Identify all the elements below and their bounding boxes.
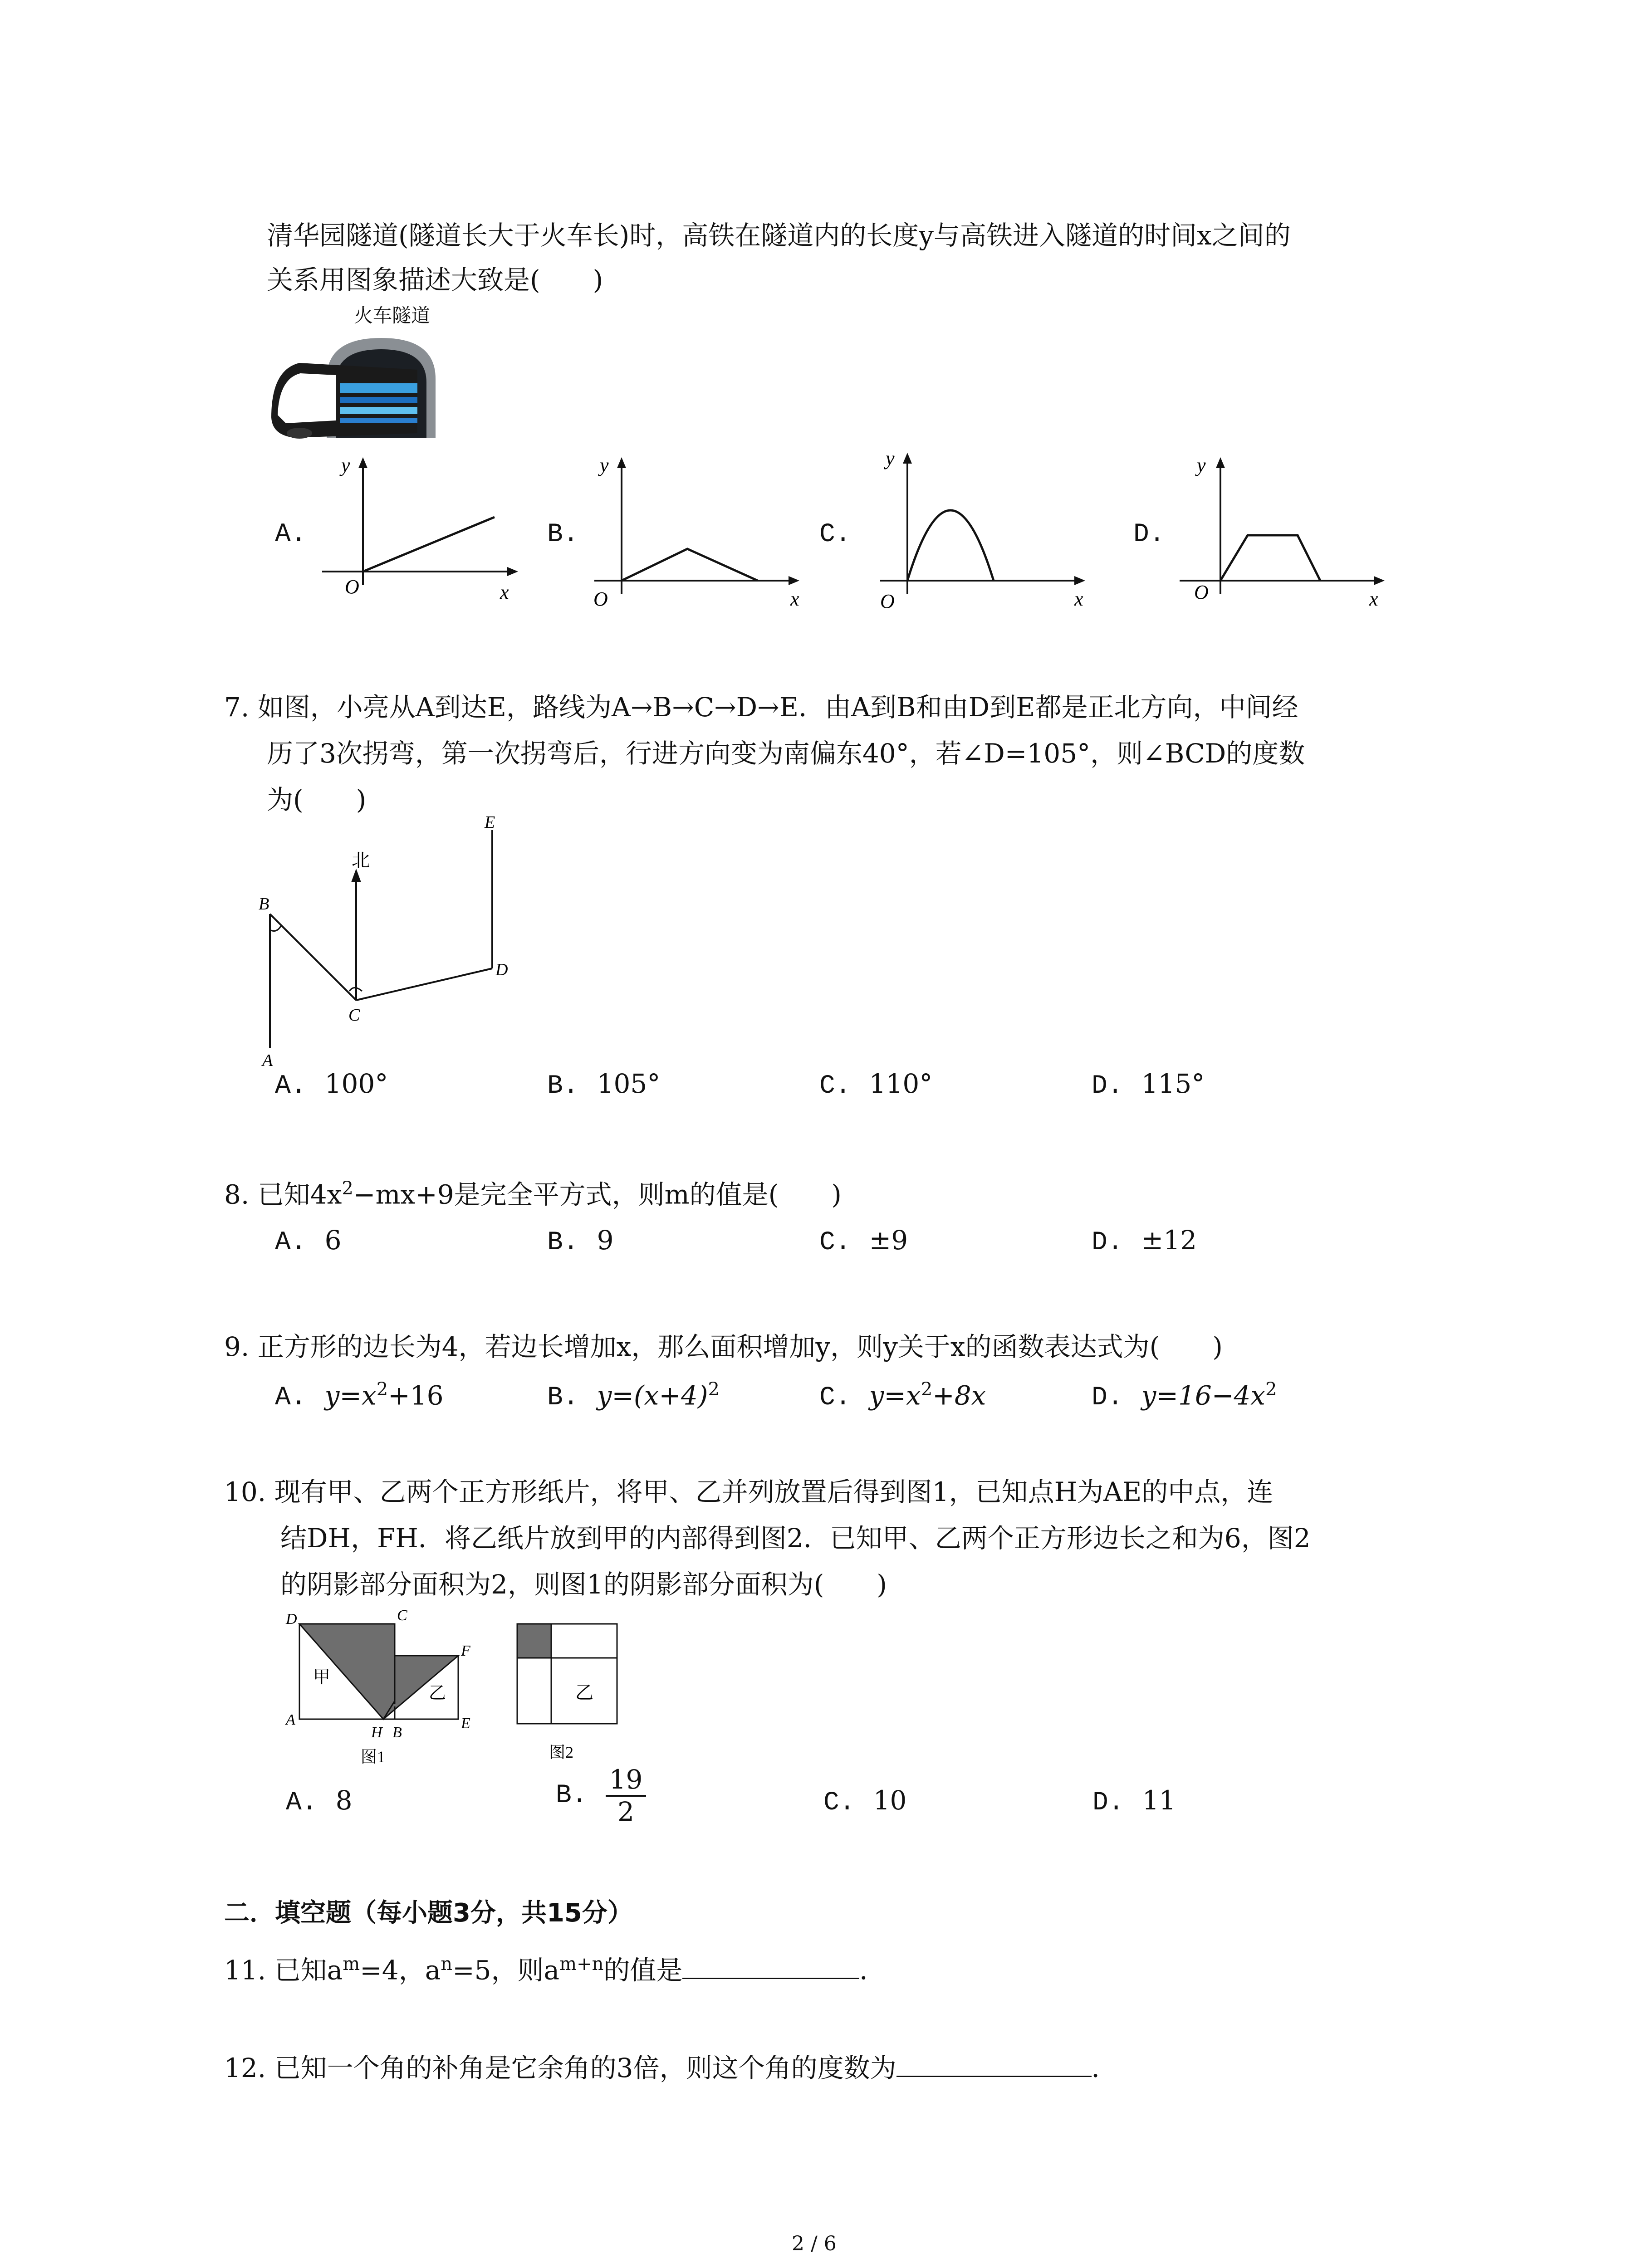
fig1-d-label: D	[286, 1611, 297, 1628]
train-tunnel-illustration	[268, 302, 458, 451]
q10-stem-line3: 的阴影部分面积为2，则图1的阴影部分面积为( )	[280, 1569, 887, 1600]
q6-graph-b	[585, 449, 812, 612]
q8-option-d: D. ±12	[1092, 1225, 1197, 1257]
q6d-y-label: y	[1197, 454, 1206, 476]
q9-stem: 9. 正方形的边长为4，若边长增加x，那么面积增加y，则y关于x的函数表达式为( )	[224, 1331, 1223, 1362]
q6-option-b-label: B.	[547, 520, 579, 549]
q10-figure-1	[281, 1606, 499, 1769]
q11-answer-blank[interactable]	[682, 1978, 859, 1979]
q6a-x-label: x	[500, 581, 509, 603]
point-c-label: C	[348, 1006, 360, 1025]
q6b-x-label: x	[790, 588, 799, 610]
q6b-y-label: y	[600, 454, 609, 476]
fig1-h-label: H	[371, 1724, 382, 1741]
q7-option-c: C. 110°	[819, 1068, 933, 1101]
q9-option-c: C. $y=x^2+8x$	[819, 1379, 986, 1413]
q6-stem-line2: 关系用图象描述大致是( )	[267, 264, 603, 295]
q7-option-d: D. 115°	[1092, 1068, 1205, 1101]
q6a-y-label: y	[341, 454, 350, 476]
q6-graph-d	[1161, 449, 1397, 612]
q9-option-d: D. $y=16-4x^2$	[1092, 1379, 1277, 1413]
fig1-jia-label: 甲	[313, 1668, 331, 1687]
fig1-caption: 图1	[361, 1748, 386, 1766]
q8-option-c: C. ±9	[819, 1225, 908, 1257]
north-label: 北	[352, 850, 370, 870]
q6c-origin-label: O	[880, 590, 895, 612]
fig1-b-label: B	[392, 1724, 402, 1741]
q6a-origin-label: O	[345, 576, 359, 598]
q10-option-b: B. $\frac{19}{2}$	[556, 1765, 646, 1827]
q7-route-figure	[254, 812, 517, 1066]
fig1-e-label: E	[461, 1715, 470, 1732]
q9-option-a: A. $y=x^2+16$	[275, 1379, 444, 1413]
q10-option-c: C. 10	[823, 1785, 907, 1818]
q6d-x-label: x	[1369, 588, 1378, 610]
point-a-label: A	[262, 1051, 273, 1066]
q6-option-c-label: C.	[819, 520, 851, 549]
q7-stem-line1: 7. 如图，小亮从A到达E，路线为A→B→C→D→E．由A到B和由D到E都是正北方向，中间经	[224, 692, 1298, 723]
q6-graph-c	[871, 445, 1098, 612]
q6b-origin-label: O	[593, 588, 608, 610]
q10-option-d: D. 11	[1092, 1785, 1176, 1818]
q7-stem-line3: 为( )	[267, 784, 367, 815]
q7-option-b: B. 105°	[547, 1068, 661, 1101]
q8-option-a: A. 6	[275, 1225, 342, 1257]
q10-option-b-fraction: $\frac{19}{2}$	[606, 1765, 647, 1827]
section2-title: 二．填空题（每小题3分，共15分）	[224, 1898, 633, 1928]
fig2-caption: 图2	[549, 1743, 574, 1761]
q6-option-d-label: D.	[1133, 520, 1165, 549]
q10-figure-2	[508, 1606, 626, 1769]
q10-stem-line1: 10. 现有甲、乙两个正方形纸片，将甲、乙并列放置后得到图1，已知点H为AE的中点，连	[224, 1476, 1274, 1507]
fig1-yi-label: 乙	[429, 1684, 446, 1703]
point-d-label: D	[495, 960, 508, 979]
q6-graph-a	[313, 449, 522, 612]
point-b-label: B	[259, 894, 269, 914]
q10-stem-line2: 结DH，FH．将乙纸片放到甲的内部得到图2．已知甲、乙两个正方形边长之和为6，图2	[280, 1523, 1311, 1554]
q7-option-a: A. 100°	[275, 1068, 388, 1101]
fig1-c-label: C	[397, 1607, 407, 1624]
q8-option-b: B. 9	[547, 1225, 614, 1257]
fig1-a-label: A	[286, 1711, 295, 1728]
q7-stem-line2: 历了3次拐弯，第一次拐弯后，行进方向变为南偏东40°，若∠D=105°，则∠BCD的度数	[267, 738, 1305, 769]
q6-stem-line1: 清华园隧道(隧道长大于火车长)时，高铁在隧道内的长度y与高铁进入隧道的时间x之间的	[267, 220, 1291, 251]
tunnel-label: 火车隧道	[354, 306, 431, 327]
fig1-f-label: F	[461, 1642, 470, 1659]
q6d-origin-label: O	[1194, 581, 1209, 603]
q12-stem: 12. 已知一个角的补角是它余角的3倍，则这个角的度数为 ．	[224, 2053, 1118, 2083]
q12-answer-blank[interactable]	[896, 2076, 1092, 2077]
q6c-y-label: y	[886, 447, 895, 469]
fig2-yi-label: 乙	[575, 1682, 593, 1703]
q11-stem: 11. 已知$a^m=4$，$a^n=5$，则$a^{m+n}$的值是 ．	[224, 1954, 886, 1986]
page-number: 2 / 6	[792, 2232, 837, 2255]
q6-option-a-label: A.	[275, 520, 307, 549]
q6c-x-label: x	[1074, 588, 1083, 610]
q10-option-a: A. 8	[286, 1785, 353, 1818]
q8-stem: 8. 已知$4x^2-mx+9$是完全平方式，则m的值是( )	[224, 1178, 842, 1210]
q9-option-b: B. $y=(x+4)^2$	[547, 1379, 720, 1413]
point-e-label: E	[485, 813, 495, 832]
